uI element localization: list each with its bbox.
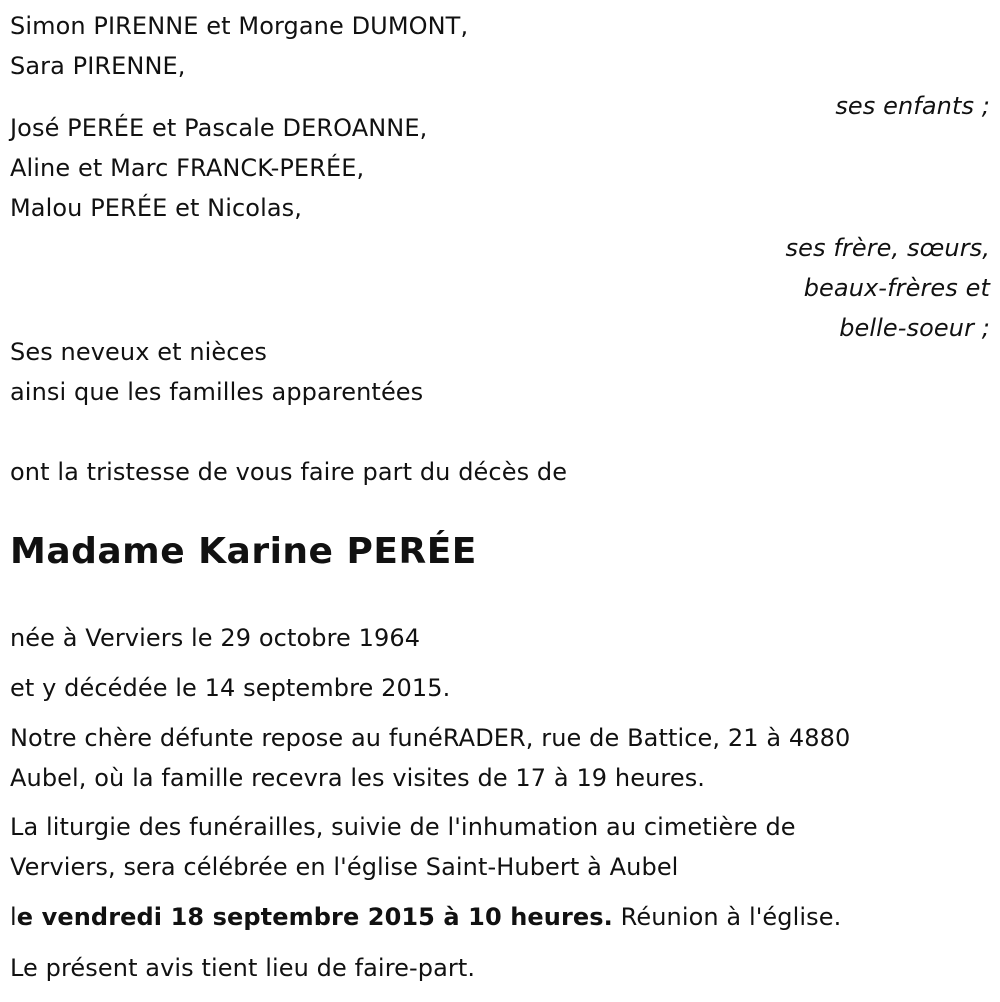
rest-line-1: Notre chère défunte repose au funéRADER, rue de Battice, 21 à 4880 [10, 724, 851, 752]
closing-line: Le présent avis tient lieu de faire-part. [10, 954, 476, 982]
death-line: et y décédée le 14 septembre 2015. [10, 674, 451, 702]
rest-paragraph [10, 718, 990, 798]
deceased-name: Madame Karine PERÉE [10, 531, 477, 572]
family-block [10, 332, 990, 412]
liturgy-line-2: Verviers, sera célébrée en l'église Saint-Hubert à Aubel [10, 853, 679, 881]
siblings-relation-1: ses frère, sœurs, [785, 234, 990, 262]
birth-line: née à Verviers le 29 octobre 1964 [10, 624, 421, 652]
siblings-relation-2: beaux-frères et [803, 274, 990, 302]
ceremony-suffix: Réunion à l'église. [612, 903, 842, 931]
sibling-line-2: Aline et Marc FRANCK-PERÉE, [10, 154, 365, 182]
liturgy-line-1: La liturgie des funérailles, suivie de l'inhumation au cimetière de [10, 813, 796, 841]
children-line-1: Simon PIRENNE et Morgane DUMONT, [10, 12, 469, 40]
sibling-line-1: José PERÉE et Pascale DEROANNE, [10, 114, 428, 142]
liturgy-paragraph [10, 807, 990, 887]
children-line-2: Sara PIRENNE, [10, 52, 186, 80]
sibling-line-3: Malou PERÉE et Nicolas, [10, 194, 302, 222]
ceremony-date: e vendredi 18 septembre 2015 à 10 heures. [16, 903, 613, 931]
ceremony-prefix: l [10, 903, 17, 931]
ceremony-line [10, 897, 990, 937]
family-line-2: ainsi que les familles apparentées [10, 378, 424, 406]
rest-line-2: Aubel, où la famille recevra les visites de 17 à 19 heures. [10, 764, 706, 792]
children-relation: ses enfants ; [835, 92, 990, 120]
siblings-relation-3: belle-soeur ; [839, 314, 990, 342]
siblings-block [10, 108, 990, 348]
announcement: ont la tristesse de vous faire part du décès de [10, 458, 568, 486]
family-line-1: Ses neveux et nièces [10, 338, 268, 366]
